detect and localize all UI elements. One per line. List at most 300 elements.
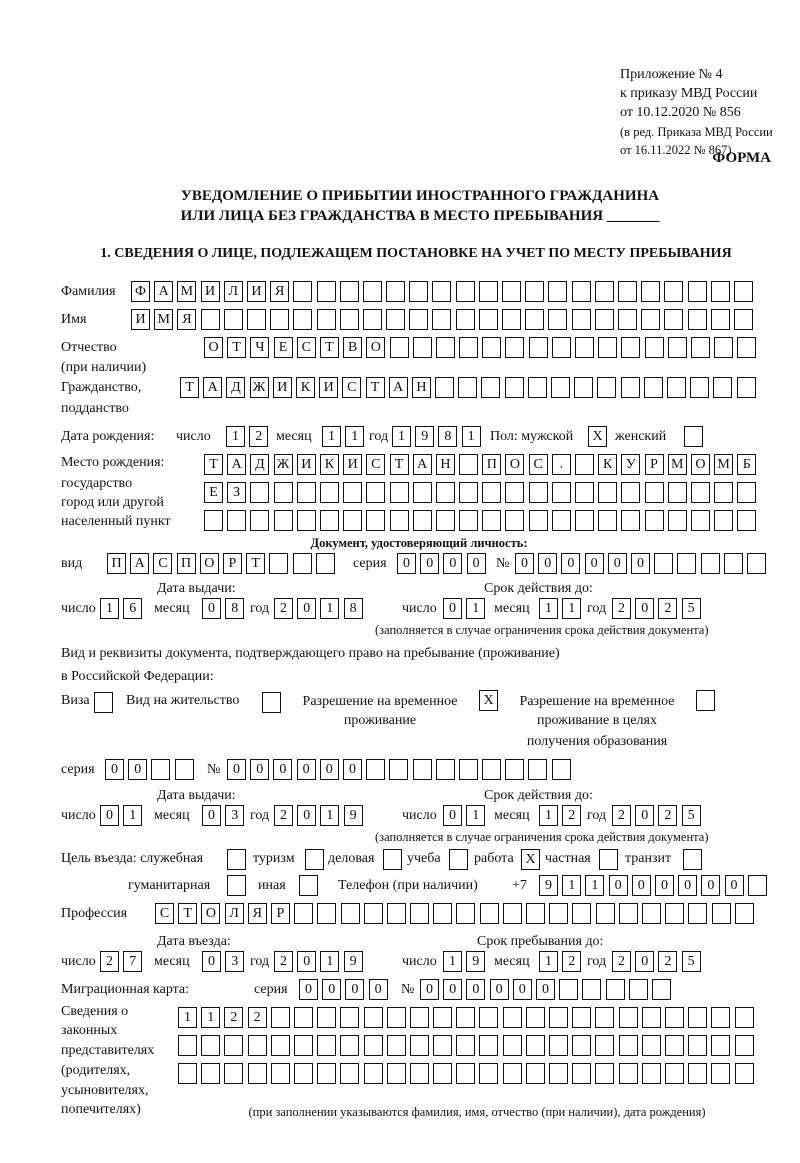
- char-cell[interactable]: [618, 309, 637, 330]
- char-cell[interactable]: [294, 1063, 313, 1084]
- char-cell[interactable]: [598, 337, 617, 358]
- char-cell[interactable]: 1: [462, 426, 481, 447]
- char-cell[interactable]: Т: [390, 454, 409, 475]
- char-cell[interactable]: 0: [609, 875, 628, 896]
- char-cell[interactable]: 1: [100, 598, 119, 619]
- char-cell[interactable]: [690, 377, 709, 398]
- char-cell[interactable]: 8: [438, 426, 457, 447]
- char-cell[interactable]: 1: [585, 875, 604, 896]
- char-cell[interactable]: [343, 510, 362, 531]
- char-cell[interactable]: 0: [538, 553, 557, 574]
- char-cell[interactable]: [724, 553, 743, 574]
- char-cell[interactable]: А: [203, 377, 222, 398]
- char-cell[interactable]: [387, 1035, 406, 1056]
- char-cell[interactable]: [340, 281, 359, 302]
- char-cell[interactable]: [247, 309, 266, 330]
- char-cell[interactable]: [503, 1035, 522, 1056]
- char-cell[interactable]: Ч: [250, 337, 269, 358]
- char-cell[interactable]: [456, 903, 475, 924]
- char-cell[interactable]: [526, 1035, 545, 1056]
- char-cell[interactable]: [665, 1035, 684, 1056]
- char-cell[interactable]: [224, 1063, 243, 1084]
- char-cell[interactable]: 2: [248, 1007, 267, 1028]
- char-cell[interactable]: Я: [177, 309, 196, 330]
- char-cell[interactable]: [737, 337, 756, 358]
- char-cell[interactable]: [390, 337, 409, 358]
- char-cell[interactable]: [151, 759, 170, 780]
- char-cell[interactable]: [175, 759, 194, 780]
- char-cell[interactable]: [409, 309, 428, 330]
- char-cell[interactable]: [575, 337, 594, 358]
- char-cell[interactable]: [479, 1063, 498, 1084]
- char-cell[interactable]: [668, 482, 687, 503]
- checkbox-cell[interactable]: [262, 692, 281, 713]
- char-cell[interactable]: 6: [123, 598, 142, 619]
- checkbox-cell[interactable]: [299, 875, 318, 896]
- char-cell[interactable]: С: [366, 454, 385, 475]
- char-cell[interactable]: [201, 1035, 220, 1056]
- checkbox-cell[interactable]: [599, 849, 618, 870]
- char-cell[interactable]: [737, 482, 756, 503]
- char-cell[interactable]: Т: [366, 377, 385, 398]
- char-cell[interactable]: А: [389, 377, 408, 398]
- char-cell[interactable]: [652, 979, 671, 1000]
- char-cell[interactable]: 0: [273, 759, 292, 780]
- char-cell[interactable]: [598, 482, 617, 503]
- char-cell[interactable]: [364, 1035, 383, 1056]
- checkbox-cell[interactable]: [696, 690, 715, 711]
- char-cell[interactable]: [691, 337, 710, 358]
- char-cell[interactable]: [293, 281, 312, 302]
- char-cell[interactable]: И: [247, 281, 266, 302]
- char-cell[interactable]: [503, 1007, 522, 1028]
- char-cell[interactable]: [269, 553, 288, 574]
- char-cell[interactable]: С: [155, 903, 174, 924]
- char-cell[interactable]: [271, 1063, 290, 1084]
- char-cell[interactable]: [409, 281, 428, 302]
- char-cell[interactable]: [596, 903, 615, 924]
- checkbox-cell[interactable]: X: [588, 426, 607, 447]
- char-cell[interactable]: [711, 1035, 730, 1056]
- char-cell[interactable]: 2: [274, 951, 293, 972]
- char-cell[interactable]: 0: [297, 598, 316, 619]
- char-cell[interactable]: [227, 510, 246, 531]
- char-cell[interactable]: [340, 1063, 359, 1084]
- char-cell[interactable]: [343, 482, 362, 503]
- char-cell[interactable]: [456, 309, 475, 330]
- char-cell[interactable]: [645, 510, 664, 531]
- char-cell[interactable]: [734, 281, 753, 302]
- char-cell[interactable]: Д: [250, 454, 269, 475]
- char-cell[interactable]: [274, 482, 293, 503]
- char-cell[interactable]: [458, 377, 477, 398]
- char-cell[interactable]: [747, 553, 766, 574]
- char-cell[interactable]: [413, 510, 432, 531]
- char-cell[interactable]: 0: [631, 553, 650, 574]
- char-cell[interactable]: [320, 482, 339, 503]
- char-cell[interactable]: 5: [682, 598, 701, 619]
- char-cell[interactable]: 0: [299, 979, 318, 1000]
- char-cell[interactable]: 1: [201, 1007, 220, 1028]
- char-cell[interactable]: [552, 337, 571, 358]
- char-cell[interactable]: 0: [420, 553, 439, 574]
- char-cell[interactable]: Т: [180, 377, 199, 398]
- char-cell[interactable]: Т: [204, 454, 223, 475]
- char-cell[interactable]: [597, 377, 616, 398]
- char-cell[interactable]: [364, 1063, 383, 1084]
- char-cell[interactable]: [433, 1007, 452, 1028]
- char-cell[interactable]: У: [621, 454, 640, 475]
- char-cell[interactable]: Е: [274, 337, 293, 358]
- char-cell[interactable]: [642, 1007, 661, 1028]
- char-cell[interactable]: 0: [443, 979, 462, 1000]
- char-cell[interactable]: К: [320, 454, 339, 475]
- char-cell[interactable]: З: [227, 482, 246, 503]
- char-cell[interactable]: [691, 482, 710, 503]
- char-cell[interactable]: Т: [246, 553, 265, 574]
- char-cell[interactable]: [642, 1063, 661, 1084]
- char-cell[interactable]: [735, 1007, 754, 1028]
- char-cell[interactable]: [629, 979, 648, 1000]
- char-cell[interactable]: [224, 1035, 243, 1056]
- char-cell[interactable]: [482, 510, 501, 531]
- char-cell[interactable]: [688, 1063, 707, 1084]
- char-cell[interactable]: [503, 1063, 522, 1084]
- char-cell[interactable]: 5: [682, 951, 701, 972]
- char-cell[interactable]: [410, 903, 429, 924]
- char-cell[interactable]: [317, 1007, 336, 1028]
- char-cell[interactable]: [505, 482, 524, 503]
- char-cell[interactable]: [735, 903, 754, 924]
- char-cell[interactable]: [482, 759, 501, 780]
- char-cell[interactable]: [178, 1035, 197, 1056]
- char-cell[interactable]: 0: [227, 759, 246, 780]
- char-cell[interactable]: [688, 1035, 707, 1056]
- char-cell[interactable]: 9: [344, 951, 363, 972]
- char-cell[interactable]: 1: [178, 1007, 197, 1028]
- char-cell[interactable]: 1: [562, 598, 581, 619]
- char-cell[interactable]: 2: [658, 951, 677, 972]
- char-cell[interactable]: [294, 1007, 313, 1028]
- char-cell[interactable]: [433, 903, 452, 924]
- char-cell[interactable]: 0: [536, 979, 555, 1000]
- char-cell[interactable]: [386, 309, 405, 330]
- char-cell[interactable]: [482, 337, 501, 358]
- char-cell[interactable]: 0: [467, 553, 486, 574]
- char-cell[interactable]: [574, 377, 593, 398]
- char-cell[interactable]: [271, 1035, 290, 1056]
- char-cell[interactable]: 0: [105, 759, 124, 780]
- char-cell[interactable]: [711, 309, 730, 330]
- char-cell[interactable]: [598, 510, 617, 531]
- char-cell[interactable]: 1: [539, 951, 558, 972]
- char-cell[interactable]: И: [131, 309, 150, 330]
- char-cell[interactable]: [432, 281, 451, 302]
- char-cell[interactable]: [621, 510, 640, 531]
- char-cell[interactable]: [480, 903, 499, 924]
- char-cell[interactable]: 0: [320, 759, 339, 780]
- char-cell[interactable]: [711, 1063, 730, 1084]
- char-cell[interactable]: 1: [466, 805, 485, 826]
- char-cell[interactable]: [456, 1007, 475, 1028]
- char-cell[interactable]: [526, 1007, 545, 1028]
- char-cell[interactable]: [559, 979, 578, 1000]
- char-cell[interactable]: 0: [561, 553, 580, 574]
- char-cell[interactable]: [668, 510, 687, 531]
- char-cell[interactable]: Д: [226, 377, 245, 398]
- char-cell[interactable]: [505, 759, 524, 780]
- char-cell[interactable]: [748, 875, 767, 896]
- char-cell[interactable]: 1: [539, 805, 558, 826]
- checkbox-cell[interactable]: [227, 849, 246, 870]
- char-cell[interactable]: [505, 377, 524, 398]
- char-cell[interactable]: И: [319, 377, 338, 398]
- char-cell[interactable]: И: [297, 454, 316, 475]
- char-cell[interactable]: 1: [320, 951, 339, 972]
- char-cell[interactable]: [413, 482, 432, 503]
- char-cell[interactable]: [294, 1035, 313, 1056]
- char-cell[interactable]: П: [107, 553, 126, 574]
- char-cell[interactable]: [459, 482, 478, 503]
- char-cell[interactable]: Т: [227, 337, 246, 358]
- char-cell[interactable]: [459, 337, 478, 358]
- char-cell[interactable]: [548, 281, 567, 302]
- char-cell[interactable]: [178, 1063, 197, 1084]
- char-cell[interactable]: 9: [415, 426, 434, 447]
- char-cell[interactable]: [668, 337, 687, 358]
- char-cell[interactable]: А: [130, 553, 149, 574]
- char-cell[interactable]: [665, 1063, 684, 1084]
- char-cell[interactable]: Ж: [250, 377, 269, 398]
- char-cell[interactable]: 0: [100, 805, 119, 826]
- char-cell[interactable]: 0: [678, 875, 697, 896]
- checkbox-cell[interactable]: [305, 849, 324, 870]
- char-cell[interactable]: [619, 1063, 638, 1084]
- char-cell[interactable]: 2: [562, 805, 581, 826]
- char-cell[interactable]: [390, 510, 409, 531]
- char-cell[interactable]: 0: [297, 805, 316, 826]
- char-cell[interactable]: [456, 1035, 475, 1056]
- checkbox-cell[interactable]: [94, 692, 113, 713]
- char-cell[interactable]: И: [273, 377, 292, 398]
- char-cell[interactable]: [595, 1035, 614, 1056]
- char-cell[interactable]: 2: [658, 598, 677, 619]
- char-cell[interactable]: [664, 309, 683, 330]
- char-cell[interactable]: О: [691, 454, 710, 475]
- char-cell[interactable]: [293, 309, 312, 330]
- char-cell[interactable]: 0: [635, 951, 654, 972]
- char-cell[interactable]: 0: [632, 875, 651, 896]
- char-cell[interactable]: [688, 309, 707, 330]
- char-cell[interactable]: 7: [123, 951, 142, 972]
- char-cell[interactable]: О: [366, 337, 385, 358]
- char-cell[interactable]: [436, 510, 455, 531]
- char-cell[interactable]: 1: [345, 426, 364, 447]
- char-cell[interactable]: [270, 309, 289, 330]
- char-cell[interactable]: С: [342, 377, 361, 398]
- char-cell[interactable]: [734, 309, 753, 330]
- char-cell[interactable]: [529, 482, 548, 503]
- char-cell[interactable]: [528, 759, 547, 780]
- char-cell[interactable]: [479, 1035, 498, 1056]
- char-cell[interactable]: [387, 903, 406, 924]
- char-cell[interactable]: 9: [344, 805, 363, 826]
- char-cell[interactable]: 5: [682, 805, 701, 826]
- char-cell[interactable]: [711, 1007, 730, 1028]
- char-cell[interactable]: [479, 309, 498, 330]
- char-cell[interactable]: [459, 454, 478, 475]
- char-cell[interactable]: 8: [225, 598, 244, 619]
- char-cell[interactable]: 0: [443, 553, 462, 574]
- char-cell[interactable]: [667, 377, 686, 398]
- char-cell[interactable]: [320, 510, 339, 531]
- char-cell[interactable]: А: [413, 454, 432, 475]
- char-cell[interactable]: 0: [466, 979, 485, 1000]
- char-cell[interactable]: [525, 309, 544, 330]
- char-cell[interactable]: [250, 482, 269, 503]
- char-cell[interactable]: 0: [725, 875, 744, 896]
- char-cell[interactable]: [552, 510, 571, 531]
- char-cell[interactable]: [413, 759, 432, 780]
- char-cell[interactable]: [317, 281, 336, 302]
- char-cell[interactable]: 1: [443, 951, 462, 972]
- char-cell[interactable]: Л: [225, 903, 244, 924]
- char-cell[interactable]: [621, 482, 640, 503]
- checkbox-cell[interactable]: X: [479, 690, 498, 711]
- char-cell[interactable]: [505, 510, 524, 531]
- char-cell[interactable]: [572, 309, 591, 330]
- char-cell[interactable]: Р: [271, 903, 290, 924]
- char-cell[interactable]: [572, 1063, 591, 1084]
- char-cell[interactable]: 2: [274, 598, 293, 619]
- char-cell[interactable]: [366, 510, 385, 531]
- checkbox-cell[interactable]: [683, 849, 702, 870]
- char-cell[interactable]: [502, 309, 521, 330]
- char-cell[interactable]: 0: [250, 759, 269, 780]
- char-cell[interactable]: А: [227, 454, 246, 475]
- char-cell[interactable]: Ф: [131, 281, 150, 302]
- char-cell[interactable]: [435, 377, 454, 398]
- char-cell[interactable]: [606, 979, 625, 1000]
- char-cell[interactable]: [387, 1063, 406, 1084]
- char-cell[interactable]: [688, 1007, 707, 1028]
- char-cell[interactable]: 2: [658, 805, 677, 826]
- char-cell[interactable]: 1: [322, 426, 341, 447]
- char-cell[interactable]: [459, 759, 478, 780]
- char-cell[interactable]: 1: [226, 426, 245, 447]
- char-cell[interactable]: 0: [297, 951, 316, 972]
- char-cell[interactable]: [572, 1035, 591, 1056]
- char-cell[interactable]: [642, 903, 661, 924]
- char-cell[interactable]: 0: [443, 598, 462, 619]
- char-cell[interactable]: [621, 377, 640, 398]
- char-cell[interactable]: 2: [274, 805, 293, 826]
- char-cell[interactable]: [505, 337, 524, 358]
- char-cell[interactable]: [340, 309, 359, 330]
- char-cell[interactable]: 1: [320, 598, 339, 619]
- char-cell[interactable]: [341, 903, 360, 924]
- char-cell[interactable]: [316, 553, 335, 574]
- char-cell[interactable]: [664, 281, 683, 302]
- char-cell[interactable]: [575, 454, 594, 475]
- char-cell[interactable]: [456, 1063, 475, 1084]
- char-cell[interactable]: О: [505, 454, 524, 475]
- char-cell[interactable]: [364, 903, 383, 924]
- char-cell[interactable]: [641, 309, 660, 330]
- char-cell[interactable]: [654, 553, 673, 574]
- char-cell[interactable]: [549, 1063, 568, 1084]
- char-cell[interactable]: [619, 1007, 638, 1028]
- char-cell[interactable]: 1: [466, 598, 485, 619]
- char-cell[interactable]: [714, 510, 733, 531]
- char-cell[interactable]: [274, 510, 293, 531]
- char-cell[interactable]: Т: [320, 337, 339, 358]
- char-cell[interactable]: [618, 281, 637, 302]
- char-cell[interactable]: [201, 309, 220, 330]
- char-cell[interactable]: [525, 281, 544, 302]
- char-cell[interactable]: С: [153, 553, 172, 574]
- char-cell[interactable]: [410, 1063, 429, 1084]
- char-cell[interactable]: [665, 1007, 684, 1028]
- char-cell[interactable]: 2: [612, 805, 631, 826]
- char-cell[interactable]: 1: [123, 805, 142, 826]
- char-cell[interactable]: [619, 903, 638, 924]
- char-cell[interactable]: 2: [224, 1007, 243, 1028]
- char-cell[interactable]: [552, 482, 571, 503]
- char-cell[interactable]: [526, 903, 545, 924]
- char-cell[interactable]: [677, 553, 696, 574]
- char-cell[interactable]: 1: [562, 875, 581, 896]
- char-cell[interactable]: 0: [345, 979, 364, 1000]
- char-cell[interactable]: [712, 903, 731, 924]
- char-cell[interactable]: [529, 337, 548, 358]
- char-cell[interactable]: М: [154, 309, 173, 330]
- char-cell[interactable]: [549, 903, 568, 924]
- char-cell[interactable]: [224, 309, 243, 330]
- char-cell[interactable]: М: [177, 281, 196, 302]
- char-cell[interactable]: [204, 510, 223, 531]
- char-cell[interactable]: [595, 309, 614, 330]
- char-cell[interactable]: [410, 1007, 429, 1028]
- char-cell[interactable]: [595, 1007, 614, 1028]
- char-cell[interactable]: [548, 309, 567, 330]
- char-cell[interactable]: Я: [248, 903, 267, 924]
- char-cell[interactable]: [297, 510, 316, 531]
- char-cell[interactable]: 0: [322, 979, 341, 1000]
- char-cell[interactable]: [317, 309, 336, 330]
- char-cell[interactable]: [595, 1063, 614, 1084]
- char-cell[interactable]: 2: [612, 951, 631, 972]
- char-cell[interactable]: [552, 759, 571, 780]
- char-cell[interactable]: 0: [420, 979, 439, 1000]
- char-cell[interactable]: [645, 337, 664, 358]
- char-cell[interactable]: [456, 281, 475, 302]
- checkbox-cell[interactable]: X: [521, 849, 540, 870]
- char-cell[interactable]: 8: [344, 598, 363, 619]
- char-cell[interactable]: [433, 1035, 452, 1056]
- char-cell[interactable]: П: [177, 553, 196, 574]
- char-cell[interactable]: [317, 1035, 336, 1056]
- char-cell[interactable]: [436, 337, 455, 358]
- char-cell[interactable]: [366, 482, 385, 503]
- char-cell[interactable]: [479, 281, 498, 302]
- char-cell[interactable]: [665, 903, 684, 924]
- char-cell[interactable]: [526, 1063, 545, 1084]
- char-cell[interactable]: [714, 482, 733, 503]
- char-cell[interactable]: [528, 377, 547, 398]
- char-cell[interactable]: [645, 482, 664, 503]
- char-cell[interactable]: [572, 903, 591, 924]
